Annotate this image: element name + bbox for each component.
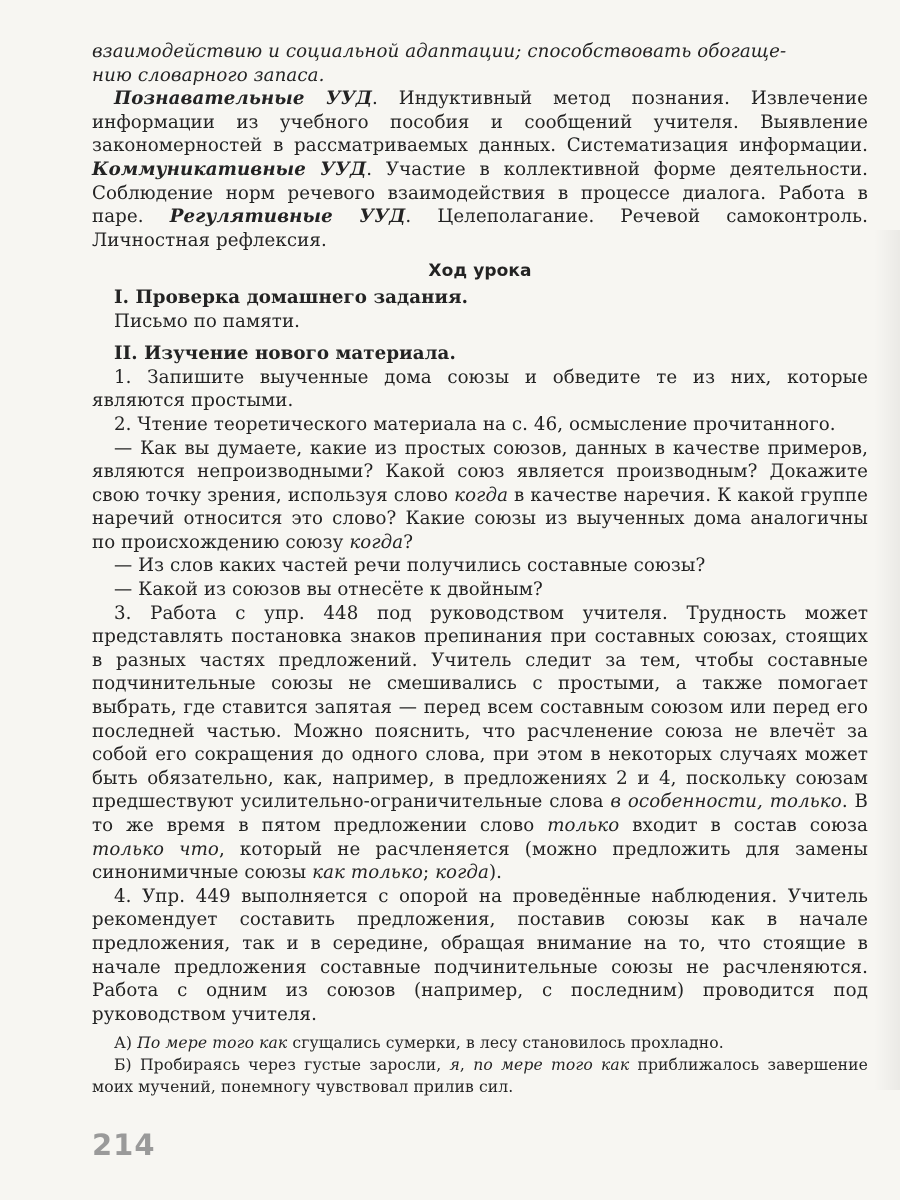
section1-title: I. Проверка домашнего задания.: [114, 286, 469, 308]
section2-title: II. Изучение нового материала.: [114, 343, 456, 365]
communicative-uud-text: . Участие в коллективной форме деятельности. Соблюдение норм речевого взаимодействия в процессе диалога. Работа в паре.: [92, 158, 868, 228]
item-2: 2. Чтение теоретического материала на с. 46, осмысление прочитанного.: [114, 413, 836, 435]
cognitive-uud-text: . Индуктивный метод познания. Извлечение информации из учебного пособия и сообщений учителя. Выявление закономерностей в рассматриваемых данных. Систематизация информации.: [92, 88, 868, 157]
example-a: А) По мере того как сгущались сумерки, в лесу становилось прохладно.: [114, 1034, 724, 1053]
page-edge-shadow: [874, 230, 900, 1090]
cognitive-uud-label: Познавательные УУД: [114, 88, 372, 110]
item-3: 3. Работа с упр. 448 под руководством учителя. Трудность может представлять постановка знаков препинания при составных союзах, стоящих в разных частях предложений. Учитель следит за тем, чтобы составные подчинительные союзы не смешивались с простыми, а также помогает выбрать, где ставится запятая — перед всем составным союзом или перед его последней частью. Можно пояснить, что расчленение союза не влечёт за собой его сокращения до одного слова, при этом в некоторых случаях может быть обязательно, как, например, в предложениях 2 и 4, поскольку союзам предшествуют усилительно-ограничительные слова в особенности, только. В то же время в пятом предложении слово только входит в состав союза только что, который не расчленяется (можно предложить для замены синонимичные союзы как только; когда).: [92, 602, 868, 884]
question-2: — Из слов каких частей речи получились составные союзы?: [114, 555, 706, 577]
intro-goals: взаимодействию и социальной адаптации; способствовать обогаще- нию словарного запаса.: [92, 41, 787, 86]
uud-paragraph: [92, 87, 868, 252]
textbook-page: [92, 40, 868, 1098]
item-4: 4. Упр. 449 выполняется с опорой на проведённые наблюдения. Учитель рекомендует составить предложения, поставив союзы как в начале предложения, так и в середине, обращая внимание на то, что стоящие в начале предложения составные подчинительные союзы не расчленяются. Работа с одним из союзов (например, с последним) проводится под руководством учителя.: [92, 885, 868, 1025]
page-number: 214: [92, 1128, 156, 1162]
communicative-uud-label: Коммуникативные УУД: [92, 158, 367, 180]
regulatory-uud-text: . Целеполагание. Речевой самоконтроль. Личностная рефлексия.: [92, 206, 868, 251]
regulatory-uud-label: Регулятивные УУД: [169, 206, 406, 228]
item-1: 1. Запишите выученные дома союзы и обведите те из них, которые являются простыми.: [92, 366, 868, 412]
question-1: — Как вы думаете, какие из простых союзов, данных в качестве примеров, являются непроизводными? Какой союз является производным? Докажите свою точку зрения, используя слово когда в качестве наречия. К какой группе наречий относится это слово? Какие союзы из выученных дома аналогичны по происхождению союзу когда?: [92, 437, 868, 553]
example-b: Б) Пробираясь через густые заросли, я, по мере того как приближалось завершение моих мучений, понемногу чувствовал прилив сил.: [92, 1056, 868, 1097]
section1-text: Письмо по памяти.: [114, 310, 301, 332]
lesson-heading: Ход урока: [428, 261, 532, 282]
question-3: — Какой из союзов вы отнесёте к двойным?: [114, 579, 543, 601]
